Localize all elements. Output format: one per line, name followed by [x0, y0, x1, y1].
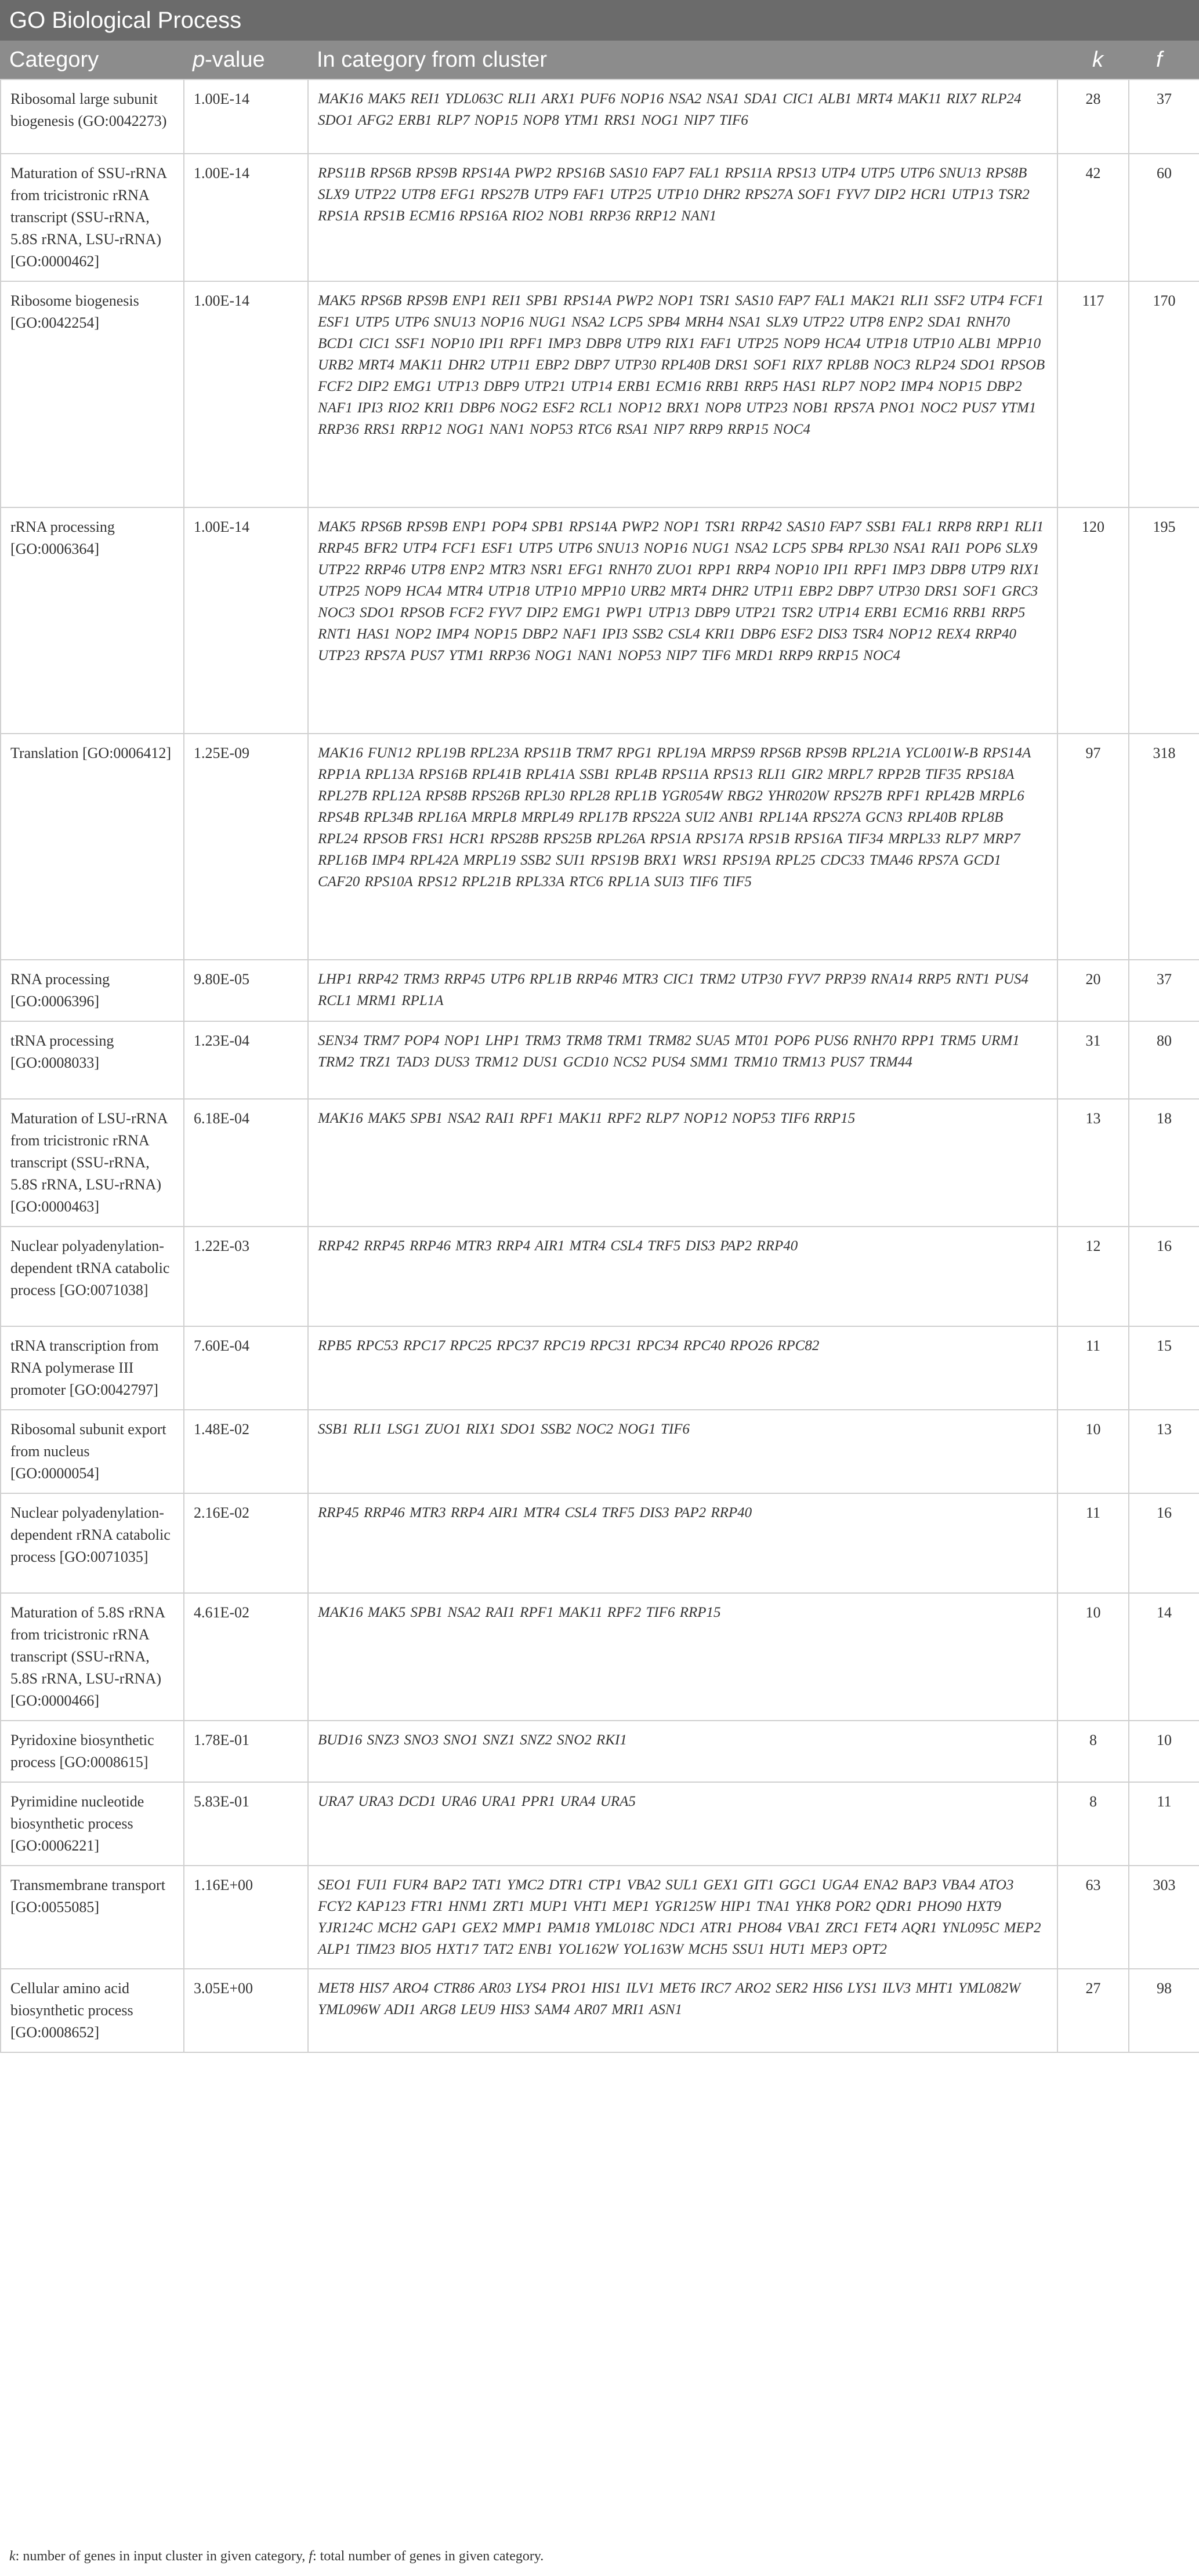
header-k: k [1092, 48, 1103, 72]
pvalue-cell: 1.78E-01 [184, 1721, 308, 1782]
footnote-k-text: : number of genes in input cluster in given category, [15, 2549, 309, 2564]
table-row [1, 281, 1199, 507]
category-cell: Nuclear polyadenylation-dependent rRNA catabolic process [GO:0071035] [1, 1493, 184, 1593]
f-cell: 14 [1129, 1593, 1199, 1721]
pvalue-cell: 7.60E-04 [184, 1326, 308, 1410]
k-cell: 20 [1057, 960, 1129, 1021]
category-cell: tRNA processing [GO:0008033] [1, 1021, 184, 1099]
k-cell: 27 [1057, 1969, 1129, 2052]
header-genes: In category from cluster [317, 48, 548, 72]
header-pvalue [193, 41, 265, 79]
genes-cell: MAK16 FUN12 RPL19B RPL23A RPS11B TRM7 RPG1 RPL19A MRPS9 RPS6B RPS9B RPL21A YCL001W-B RPS14A RPP1A RPL13A RPS16B RPL41B RPL41A SSB1 RPL4B RPS11A RPS13 RLI1 GIR2 MRPL7 RPP2B TIF35 RPS18A RPL27B RPL12A RPS8B RPS26B RPL30 RPL28 RPL1B YGR054W RBG2 YHR020W RPS27B RPF1 RPL42B MRPL6 RPS4B RPL34B RPL16A MRPL8 MRPL49 RPL17B RPS22A SUI2 ANB1 RPL14A RPS27A GCN3 RPL40B RPL8B RPL24 RPSOB FRS1 HCR1 RPS28B RPS25B RPL26A RPS1A RPS17A RPS1B RPS16A TIF34 MRPL33 RLP7 MRP7 RPL16B IMP4 RPL42A MRPL19 SSB2 SUI1 RPS19B BRX1 WRS1 RPS19A RPL25 CDC33 TMA46 RPS7A GCD1 CAF20 RPS10A RPS12 RPL21B RPL33A RTC6 RPL1A SUI3 TIF6 TIF5 [308, 734, 1057, 960]
table-row [1, 1021, 1199, 1099]
pvalue-cell: 9.80E-05 [184, 960, 308, 1021]
table-row [1, 734, 1199, 960]
genes-cell: RRP45 RRP46 MTR3 RRP4 AIR1 MTR4 CSL4 TRF5 DIS3 PAP2 RRP40 [308, 1493, 1057, 1593]
k-cell: 31 [1057, 1021, 1129, 1099]
f-cell: 16 [1129, 1493, 1199, 1593]
category-cell: Ribosome biogenesis [GO:0042254] [1, 281, 184, 507]
genes-cell: MAK5 RPS6B RPS9B ENP1 REI1 SPB1 RPS14A PWP2 NOP1 TSR1 SAS10 FAP7 FAL1 MAK21 RLI1 SSF2 UTP4 FCF1 ESF1 UTP5 UTP6 SNU13 NOP16 NUG1 NSA2 LCP5 SPB4 MRH4 NSA1 SLX9 UTP22 UTP8 ENP2 SDA1 RNH70 BCD1 CIC1 SSF1 NOP10 IPI1 RPF1 IMP3 DBP8 UTP9 RIX1 FAF1 UTP25 NOP9 HCA4 UTP18 UTP10 ALB1 MPP10 URB2 MRT4 MAK11 DHR2 UTP11 EBP2 DBP7 UTP30 RPL40B DRS1 SOF1 RIX7 RPL8B NOC3 RLP24 SDO1 RPSOB FCF2 DIP2 EMG1 UTP13 DBP9 UTP21 UTP14 ERB1 ECM16 RRB1 RRP5 HAS1 RLP7 NOP2 IMP4 NOP15 DBP2 NAF1 IPI3 RIO2 KRI1 DBP6 NOG2 ESF2 RCL1 NOP12 BRX1 NOP8 UTP23 NOB1 RPS7A PNO1 NOC2 PUS7 YTM1 RRP36 RRS1 RRP12 NOG1 NAN1 NOP53 RTC6 RSA1 NIP7 RRP9 RRP15 NOC4 [308, 281, 1057, 507]
table-row [1, 507, 1199, 734]
f-cell: 170 [1129, 281, 1199, 507]
f-cell: 98 [1129, 1969, 1199, 2052]
f-cell: 303 [1129, 1866, 1199, 1969]
k-cell: 13 [1057, 1099, 1129, 1227]
f-cell: 15 [1129, 1326, 1199, 1410]
footnote-f-text: : total number of genes in given category. [312, 2549, 544, 2564]
genes-cell: RPB5 RPC53 RPC17 RPC25 RPC37 RPC19 RPC31 RPC34 RPC40 RPO26 RPC82 [308, 1326, 1057, 1410]
f-cell: 10 [1129, 1721, 1199, 1782]
pvalue-cell: 1.00E-14 [184, 507, 308, 734]
table-row [1, 1593, 1199, 1721]
category-cell: Transmembrane transport [GO:0055085] [1, 1866, 184, 1969]
table-row [1, 1493, 1199, 1593]
genes-cell: RPS11B RPS6B RPS9B RPS14A PWP2 RPS16B SAS10 FAP7 FAL1 RPS11A RPS13 UTP4 UTP5 UTP6 SNU13 RPS8B SLX9 UTP22 UTP8 EFG1 RPS27B UTP9 FAF1 UTP25 UTP10 DHR2 RPS27A SOF1 FYV7 DIP2 HCR1 UTP13 TSR2 RPS1A RPS1B ECM16 RPS16A RIO2 NOB1 RRP36 RRP12 NAN1 [308, 154, 1057, 281]
f-cell: 16 [1129, 1227, 1199, 1326]
k-cell: 8 [1057, 1721, 1129, 1782]
k-cell: 11 [1057, 1493, 1129, 1593]
go-table [0, 79, 1199, 2053]
table-row [1, 1410, 1199, 1493]
pvalue-cell: 1.25E-09 [184, 734, 308, 960]
k-cell: 11 [1057, 1326, 1129, 1410]
category-cell: Maturation of SSU-rRNA from tricistronic rRNA transcript (SSU-rRNA, 5.8S rRNA, LSU-rRNA) [GO:0000462] [1, 154, 184, 281]
table-row [1, 1969, 1199, 2052]
pvalue-cell: 1.48E-02 [184, 1410, 308, 1493]
table-row [1, 1227, 1199, 1326]
footnote-f-symbol: f [309, 2549, 313, 2564]
f-cell: 60 [1129, 154, 1199, 281]
table-title: GO Biological Process [0, 0, 1199, 41]
table-row [1, 960, 1199, 1021]
pvalue-cell: 1.00E-14 [184, 79, 308, 154]
table-row [1, 1721, 1199, 1782]
genes-cell: MAK16 MAK5 REI1 YDL063C RLI1 ARX1 PUF6 NOP16 NSA2 NSA1 SDA1 CIC1 ALB1 MRT4 MAK11 RIX7 RLP24 SDO1 AFG2 ERB1 RLP7 NOP15 NOP8 YTM1 RRS1 NOG1 NIP7 TIF6 [308, 79, 1057, 154]
header-p-rest: -value [205, 48, 265, 72]
k-cell: 97 [1057, 734, 1129, 960]
f-cell: 80 [1129, 1021, 1199, 1099]
category-cell: Maturation of LSU-rRNA from tricistronic rRNA transcript (SSU-rRNA, 5.8S rRNA, LSU-rRNA) [GO:0000463] [1, 1099, 184, 1227]
k-cell: 120 [1057, 507, 1129, 734]
f-cell: 37 [1129, 960, 1199, 1021]
k-cell: 28 [1057, 79, 1129, 154]
k-cell: 8 [1057, 1782, 1129, 1866]
footnote [9, 2549, 544, 2564]
pvalue-cell: 1.22E-03 [184, 1227, 308, 1326]
category-cell: RNA processing [GO:0006396] [1, 960, 184, 1021]
header-category: Category [9, 48, 99, 72]
genes-cell: SSB1 RLI1 LSG1 ZUO1 RIX1 SDO1 SSB2 NOC2 NOG1 TIF6 [308, 1410, 1057, 1493]
table-row [1, 1866, 1199, 1969]
pvalue-cell: 1.16E+00 [184, 1866, 308, 1969]
category-cell: Nuclear polyadenylation-dependent tRNA catabolic process [GO:0071038] [1, 1227, 184, 1326]
f-cell: 18 [1129, 1099, 1199, 1227]
pvalue-cell: 4.61E-02 [184, 1593, 308, 1721]
category-cell: Pyrimidine nucleotide biosynthetic process [GO:0006221] [1, 1782, 184, 1866]
f-cell: 37 [1129, 79, 1199, 154]
category-cell: rRNA processing [GO:0006364] [1, 507, 184, 734]
genes-cell: BUD16 SNZ3 SNO3 SNO1 SNZ1 SNZ2 SNO2 RKI1 [308, 1721, 1057, 1782]
genes-cell: SEN34 TRM7 POP4 NOP1 LHP1 TRM3 TRM8 TRM1 TRM82 SUA5 MT01 POP6 PUS6 RNH70 RPP1 TRM5 URM1 TRM2 TRZ1 TAD3 DUS3 TRM12 DUS1 GCD10 NCS2 PUS4 SMM1 TRM10 TRM13 PUS7 TRM44 [308, 1021, 1057, 1099]
genes-cell: MAK5 RPS6B RPS9B ENP1 POP4 SPB1 RPS14A PWP2 NOP1 TSR1 RRP42 SAS10 FAP7 SSB1 FAL1 RRP8 RRP1 RLI1 RRP45 BFR2 UTP4 FCF1 ESF1 UTP5 UTP6 SNU13 NOP16 NUG1 NSA2 LCP5 SPB4 RPL30 NSA1 RAI1 POP6 SLX9 UTP22 RRP46 UTP8 ENP2 MTR3 NSR1 EFG1 RNH70 ZUO1 RPP1 RRP4 NOP10 IPI1 RPF1 IMP3 DBP8 UTP9 RIX1 UTP25 NOP9 HCA4 MTR4 UTP18 UTP10 MPP10 URB2 MRT4 DHR2 UTP11 EBP2 DBP7 UTP30 DRS1 SOF1 GRC3 NOC3 SDO1 RPSOB FCF2 FYV7 DIP2 EMG1 PWP1 UTP13 DBP9 UTP21 TSR2 UTP14 ERB1 ECM16 RRB1 RRP5 RNT1 HAS1 NOP2 IMP4 NOP15 DBP2 NAF1 IPI3 SSB2 CSL4 KRI1 DBP6 ESF2 DIS3 TSR4 NOP12 REX4 RRP40 UTP23 RPS7A PUS7 YTM1 RRP36 NOG1 NAN1 NOP53 NIP7 TIF6 MRD1 RRP9 RRP15 NOC4 [308, 507, 1057, 734]
table-row [1, 1782, 1199, 1866]
k-cell: 10 [1057, 1410, 1129, 1493]
k-cell: 63 [1057, 1866, 1129, 1969]
table-row [1, 1099, 1199, 1227]
category-cell: Pyridoxine biosynthetic process [GO:0008615] [1, 1721, 184, 1782]
genes-cell: URA7 URA3 DCD1 URA6 URA1 PPR1 URA4 URA5 [308, 1782, 1057, 1866]
table-row [1, 79, 1199, 154]
category-cell: Ribosomal large subunit biogenesis (GO:0042273) [1, 79, 184, 154]
footnote-k-symbol: k [9, 2549, 16, 2564]
genes-cell: RRP42 RRP45 RRP46 MTR3 RRP4 AIR1 MTR4 CSL4 TRF5 DIS3 PAP2 RRP40 [308, 1227, 1057, 1326]
category-cell: Translation [GO:0006412] [1, 734, 184, 960]
genes-cell: LHP1 RRP42 TRM3 RRP45 UTP6 RPL1B RRP46 MTR3 CIC1 TRM2 UTP30 FYV7 PRP39 RNA14 RRP5 RNT1 PUS4 RCL1 MRM1 RPL1A [308, 960, 1057, 1021]
pvalue-cell: 2.16E-02 [184, 1493, 308, 1593]
k-cell: 12 [1057, 1227, 1129, 1326]
pvalue-cell: 1.00E-14 [184, 154, 308, 281]
category-cell: Cellular amino acid biosynthetic process [GO:0008652] [1, 1969, 184, 2052]
genes-cell: MET8 HIS7 ARO4 CTR86 AR03 LYS4 PRO1 HIS1 ILV1 MET6 IRC7 ARO2 SER2 HIS6 LYS1 ILV3 MHT1 YML082W YML096W ADI1 ARG8 LEU9 HIS3 SAM4 AR07 MRI1 ASN1 [308, 1969, 1057, 2052]
f-cell: 318 [1129, 734, 1199, 960]
table-row [1, 154, 1199, 281]
pvalue-cell: 6.18E-04 [184, 1099, 308, 1227]
f-cell: 13 [1129, 1410, 1199, 1493]
k-cell: 117 [1057, 281, 1129, 507]
pvalue-cell: 3.05E+00 [184, 1969, 308, 2052]
genes-cell: MAK16 MAK5 SPB1 NSA2 RAI1 RPF1 MAK11 RPF2 TIF6 RRP15 [308, 1593, 1057, 1721]
pvalue-cell: 1.00E-14 [184, 281, 308, 507]
table-header [0, 41, 1199, 79]
f-cell: 11 [1129, 1782, 1199, 1866]
header-p-italic: p [193, 48, 205, 72]
k-cell: 10 [1057, 1593, 1129, 1721]
header-f: f [1156, 48, 1162, 72]
category-cell: Ribosomal subunit export from nucleus [GO:0000054] [1, 1410, 184, 1493]
category-cell: tRNA transcription from RNA polymerase III promoter [GO:0042797] [1, 1326, 184, 1410]
genes-cell: SEO1 FUI1 FUR4 BAP2 TAT1 YMC2 DTR1 CTP1 VBA2 SUL1 GEX1 GIT1 GGC1 UGA4 ENA2 BAP3 VBA4 ATO3 FCY2 KAP123 FTR1 HNM1 ZRT1 MUP1 VHT1 MEP1 YGR125W HIP1 TNA1 YHK8 POR2 QDR1 PHO90 HXT9 YJR124C MCH2 GAP1 GEX2 MMP1 PAM18 YML018C NDC1 ATR1 PHO84 VBA1 ZRC1 FET4 AQR1 YNL095C MEP2 ALP1 TIM23 BIO5 HXT17 TAT2 ENB1 YOL162W YOL163W MCH5 SSU1 HUT1 MEP3 OPT2 [308, 1866, 1057, 1969]
f-cell: 195 [1129, 507, 1199, 734]
pvalue-cell: 5.83E-01 [184, 1782, 308, 1866]
table-row [1, 1326, 1199, 1410]
k-cell: 42 [1057, 154, 1129, 281]
genes-cell: MAK16 MAK5 SPB1 NSA2 RAI1 RPF1 MAK11 RPF2 RLP7 NOP12 NOP53 TIF6 RRP15 [308, 1099, 1057, 1227]
category-cell: Maturation of 5.8S rRNA from tricistronic rRNA transcript (SSU-rRNA, 5.8S rRNA, LSU-rRNA) [GO:0000466] [1, 1593, 184, 1721]
pvalue-cell: 1.23E-04 [184, 1021, 308, 1099]
